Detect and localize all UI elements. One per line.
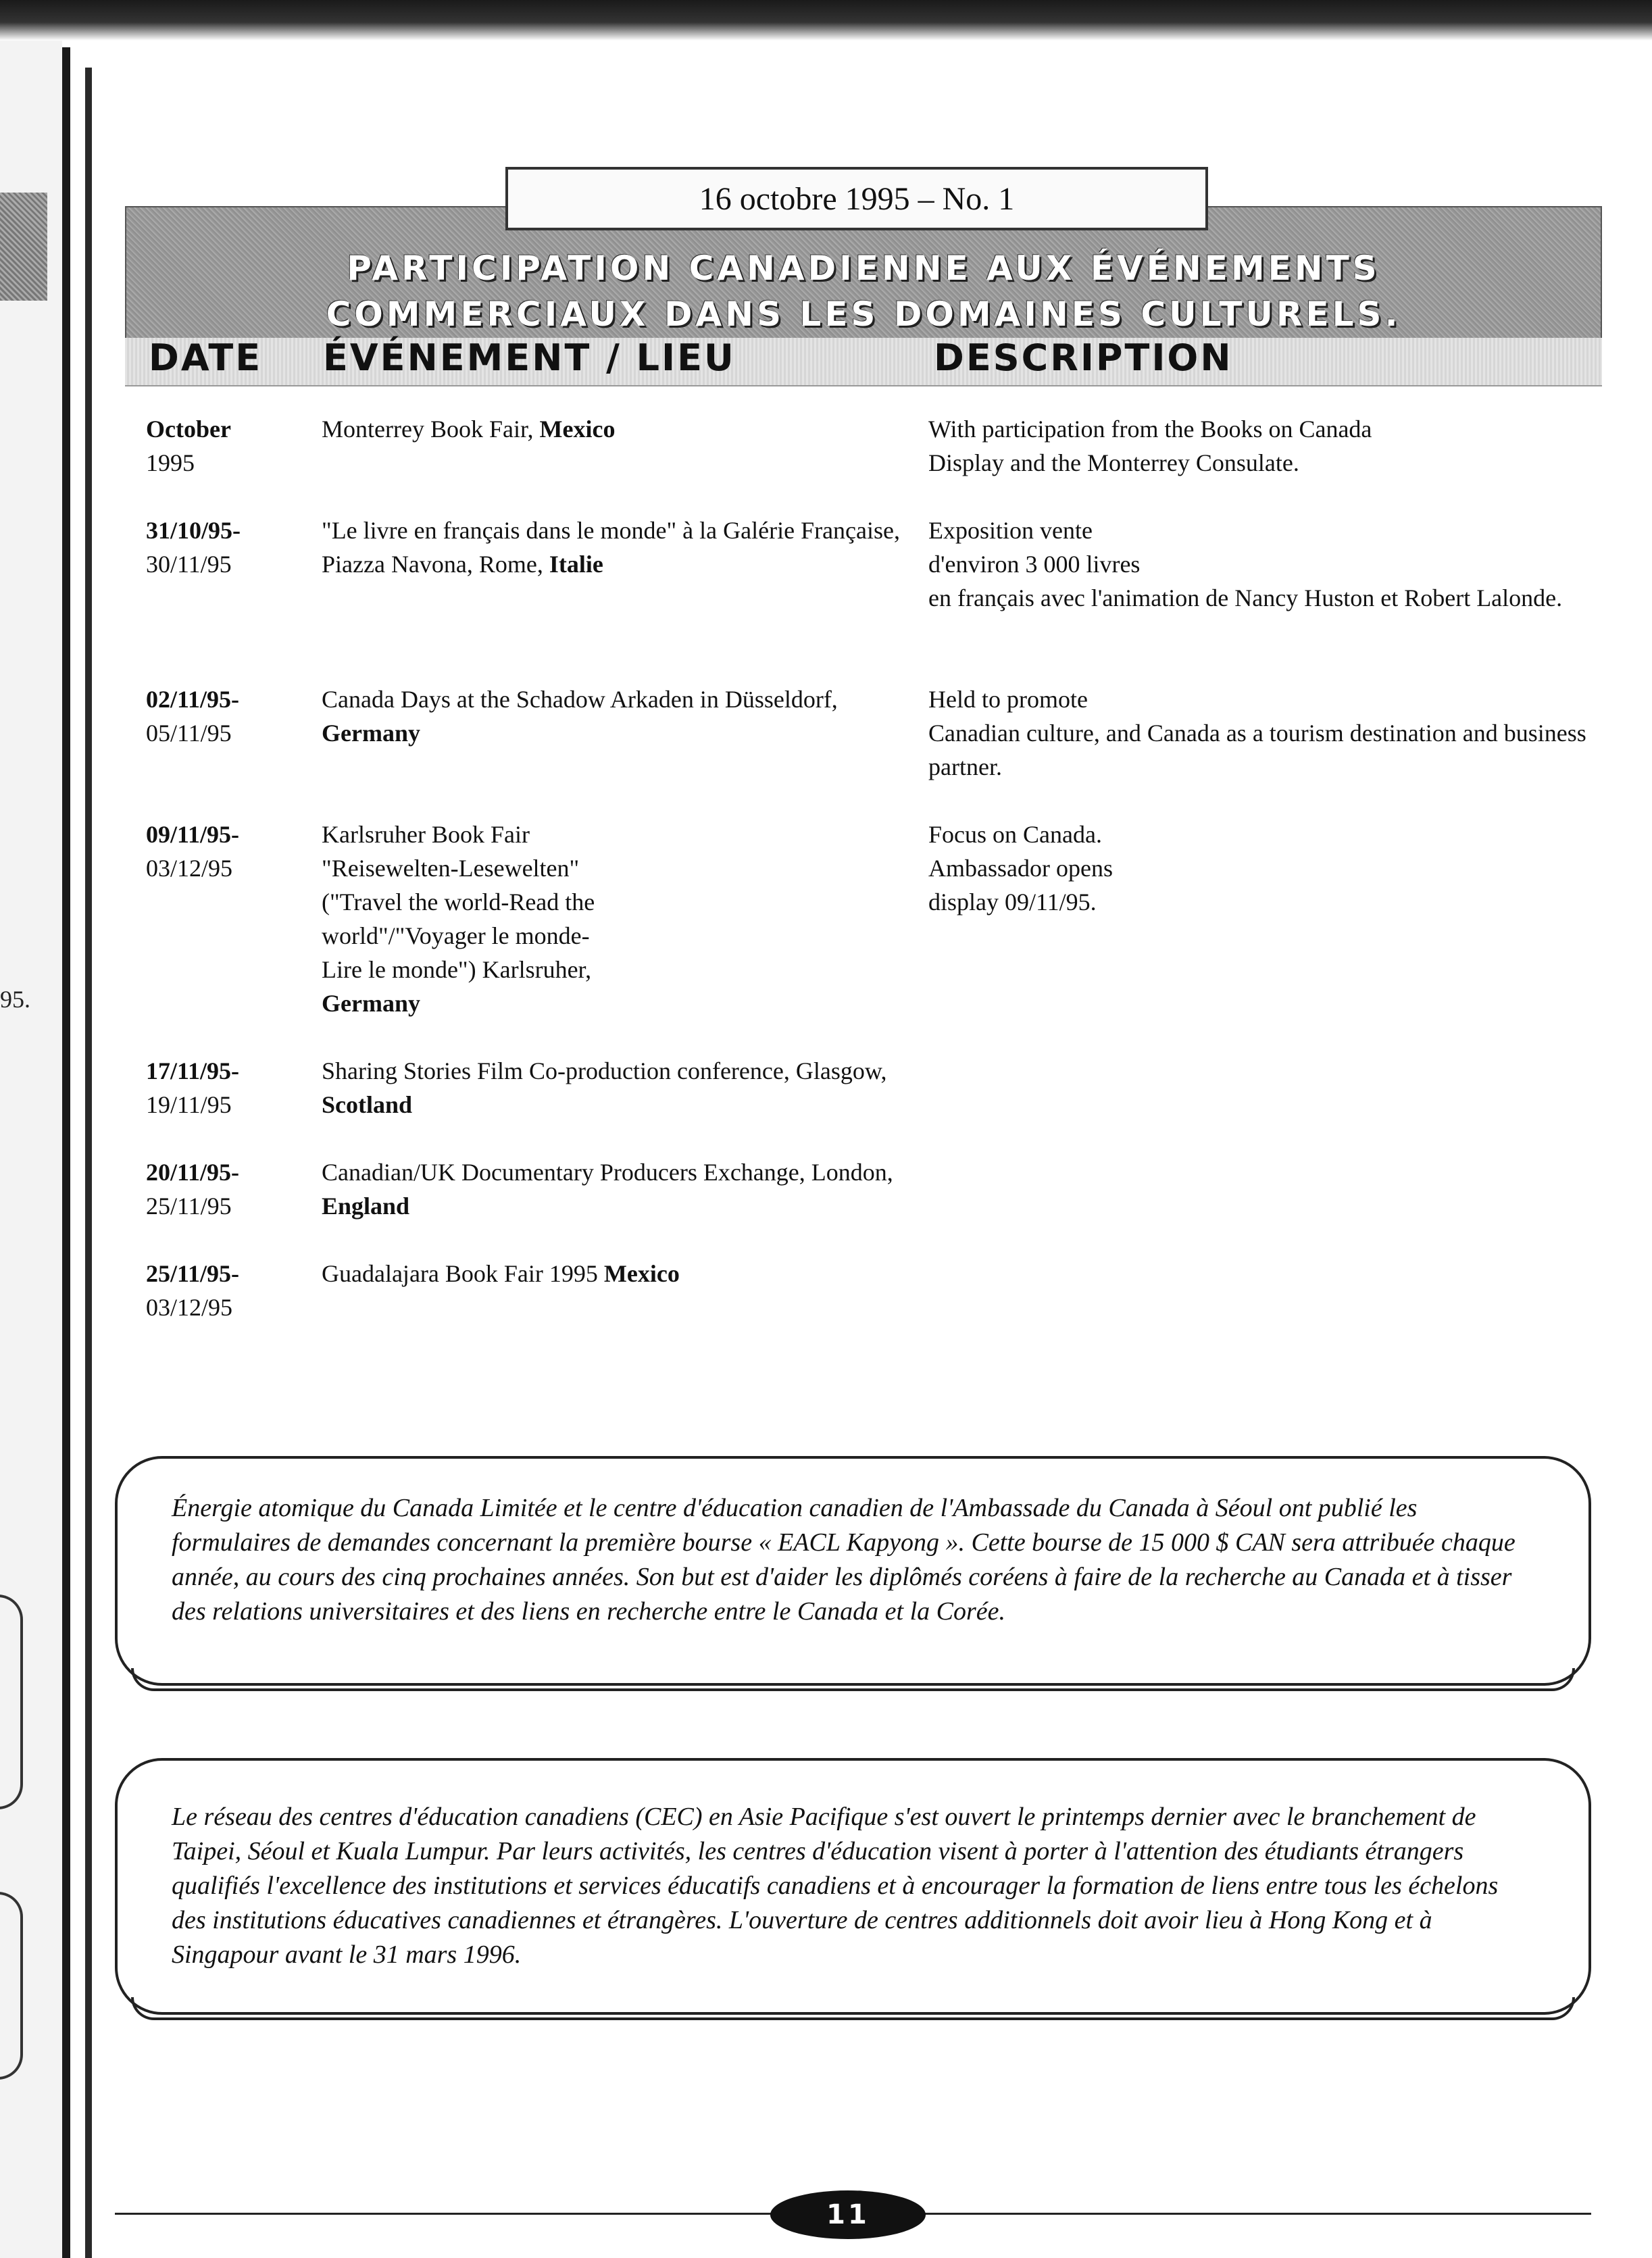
event-date-end: 30/11/95 — [146, 551, 232, 578]
event-description-line: Held to promote — [928, 686, 1088, 713]
notice-box — [115, 1758, 1591, 2015]
event-description — [928, 682, 1611, 784]
event-country: Mexico — [603, 1260, 680, 1287]
notice-box — [115, 1456, 1591, 1686]
event-date-end: 03/12/95 — [146, 855, 233, 882]
event-country: Germany — [322, 990, 420, 1017]
event-description-line: Canadian culture, and Canada as a tourism destination and business partner. — [928, 720, 1586, 780]
event-name: Canadian/UK Documentary Producers Exchange, London, — [322, 1159, 893, 1186]
scan-left-dark-patch — [0, 193, 47, 301]
event-country: Germany — [322, 720, 420, 747]
event-description-line: Display and the Monterrey Consulate. — [928, 449, 1299, 476]
event-date-start: 02/11/95- — [146, 686, 240, 713]
left-page-fragment: 95. — [0, 986, 30, 1013]
event-date-start: 31/10/95- — [146, 517, 241, 544]
event-location — [322, 818, 612, 1020]
page-title-line-1: PARTICIPATION CANADIENNE AUX ÉVÉNEMENTS — [347, 249, 1380, 288]
event-country: Italie — [549, 551, 603, 578]
event-date — [146, 412, 308, 480]
event-name: Karlsruher Book Fair "Reisewelten-Lesewelten" ("Travel the world-Read the world"/"Voyager le monde-Lire le monde") Karlsruher, — [322, 821, 595, 983]
event-description-line: Exposition vente — [928, 517, 1093, 544]
event-country: Scotland — [322, 1091, 413, 1118]
event-date — [146, 1257, 308, 1324]
event-date — [146, 682, 308, 750]
issue-date: 16 octobre 1995 – No. 1 — [699, 180, 1015, 217]
event-description-line: Ambassador opens — [928, 855, 1113, 882]
event-name: Sharing Stories Film Co-production conference, Glasgow, — [322, 1057, 887, 1084]
event-date — [146, 1054, 308, 1122]
event-date-end: 25/11/95 — [146, 1193, 232, 1220]
event-name: "Le livre en français dans le monde" à la Galérie Française, Piazza Navona, Rome, — [322, 517, 901, 578]
event-description — [928, 412, 1611, 480]
event-date-start: 09/11/95- — [146, 821, 240, 848]
notice-text: Le réseau des centres d'éducation canadiens (CEC) en Asie Pacifique s'est ouvert le printemps dernier avec le branchement de Taipei, Séoul et Kuala Lumpur. Par leurs activités, les centres d'éducation visent à porter à l'attention des étudiants étrangers qualifiés l'excellence des institutions et services éducatifs canadiens et à encourager la formation de liens entre tous les échelons des institutions éducatives canadiennes et étrangères. L'ouverture de centres additionnels doit avoir lieu à Hong Kong et à Singapour avant le 31 mars 1996. — [172, 1803, 1499, 1969]
page-number-badge — [770, 2190, 926, 2239]
event-description — [928, 818, 1611, 919]
event-description-line: en français avec l'animation de Nancy Huston et Robert Lalonde. — [928, 584, 1563, 611]
event-date-end: 1995 — [146, 449, 195, 476]
event-name: Canada Days at the Schadow Arkaden in Düsseldorf, — [322, 686, 838, 713]
notice-text: Énergie atomique du Canada Limitée et le centre d'éducation canadien de l'Ambassade du Canada à Séoul ont publié les formulaires de demandes concernant la première bourse « EACL Kapyong ». Cette bourse de 15 000 $ CAN sera attribuée chaque année, au cours des cinq prochaines années. Son but est d'aider les diplômés coréens à faire de la recherche au Canada et à tisser des relations universitaires et des liens en recherche entre le Canada et la Corée. — [172, 1494, 1516, 1626]
event-location — [322, 682, 916, 750]
column-header-date: DATE — [149, 336, 263, 379]
column-header-event: ÉVÉNEMENT / LIEU — [323, 336, 736, 379]
left-page-arc — [0, 1892, 23, 2080]
event-date-start: 25/11/95- — [146, 1260, 240, 1287]
event-date — [146, 1155, 308, 1223]
event-description-line: Focus on Canada. — [928, 821, 1102, 848]
scan-top-edge — [0, 0, 1652, 41]
event-date — [146, 513, 308, 581]
page-number: 11 — [826, 2199, 870, 2230]
event-location — [322, 412, 916, 446]
event-country: Mexico — [539, 416, 616, 443]
page-title-line-2: COMMERCIAUX DANS LES DOMAINES CULTURELS. — [326, 295, 1401, 334]
event-date — [146, 818, 308, 885]
column-header-description: DESCRIPTION — [934, 336, 1233, 379]
event-name: Monterrey Book Fair, — [322, 416, 540, 443]
event-date-start: 17/11/95- — [146, 1057, 240, 1084]
event-location — [322, 513, 916, 581]
binding-spine — [62, 47, 70, 2258]
event-date-end: 19/11/95 — [146, 1091, 232, 1118]
event-date-start: October — [146, 416, 231, 443]
binding-spine-inner — [85, 68, 92, 2258]
left-page-arc — [0, 1595, 23, 1809]
event-date-end: 03/12/95 — [146, 1294, 233, 1321]
event-location — [322, 1054, 916, 1122]
event-description-line: d'environ 3 000 livres — [928, 551, 1141, 578]
event-country: England — [322, 1193, 410, 1220]
event-location — [322, 1257, 916, 1290]
event-description-line: display 09/11/95. — [928, 888, 1097, 915]
event-location — [322, 1155, 916, 1223]
issue-date-box — [505, 167, 1208, 230]
event-date-start: 20/11/95- — [146, 1159, 240, 1186]
event-date-end: 05/11/95 — [146, 720, 232, 747]
event-description — [928, 513, 1611, 615]
event-description-line: With participation from the Books on Canada — [928, 416, 1372, 443]
event-name: Guadalajara Book Fair 1995 — [322, 1260, 604, 1287]
